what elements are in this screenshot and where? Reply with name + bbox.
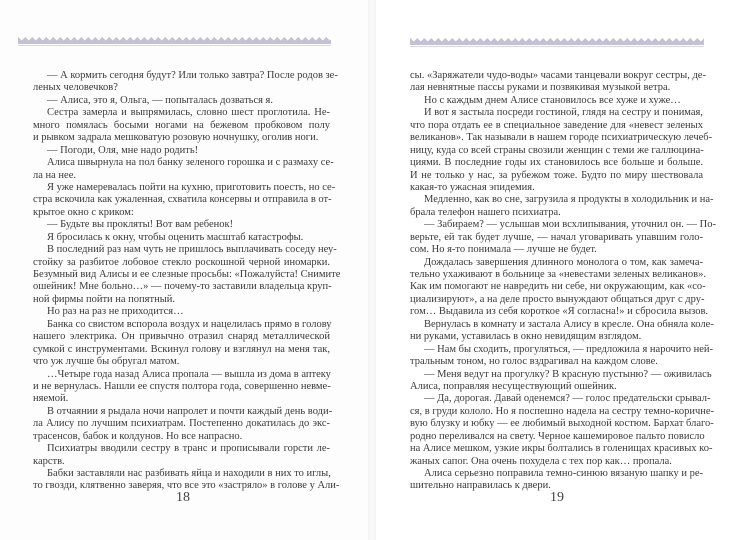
text-line: Вернулась в комнату и застала Алису в кресле. Она обняла коле- (424, 318, 714, 330)
text-line: Алиса швырнула на пол банку зеленого горошка и с размаху се- (47, 157, 334, 169)
text-line: И вот я застыла посреди гостиной, глядя на сестру и понимая, (424, 107, 703, 119)
text-line: — Да, дорогая. Давай оденемся? — голос предательски срывал- (424, 393, 711, 405)
text-line: Но раз на раз не приходится… (47, 306, 184, 318)
text-line: ницу, куда со всей страны свозили женщин с теми же галлюцина- (410, 144, 704, 156)
book-gutter (368, 0, 376, 540)
text-line: вую блузку и юбку — ее любимый выходной костюм. Бархат благо- (410, 418, 714, 430)
text-line: сы. «Заряжатели чудо-воды» часами танцевали вокруг сестры, де- (410, 70, 706, 81)
text-line: брала телефон нашего психиатра. (410, 206, 561, 218)
text-line: стра вскочила как ужаленная, схватила консервы и отправила в от- (33, 194, 332, 206)
text-line: какая-то ужасная эпидемия. (410, 181, 535, 193)
text-line: тельно ухаживают в больнице за «невестами зеленых великанов». (410, 269, 706, 280)
text-line: — Погоди, Оля, мне надо родить! (47, 144, 199, 156)
text-line: няемой. (33, 393, 69, 405)
text-line: сом. Но я-то понимала — лучше не будет. (410, 244, 597, 256)
text-line: ла на нее. (33, 169, 76, 181)
text-line: тральным тоном, но голос вздрагивал на каждом слове. (410, 356, 658, 368)
text-line: Безумный вид Алисы и ее слезные просьбы: «Пожалуйста! Снимите (33, 269, 341, 280)
text-line: гом… Выдавила из себя короткое «Я согласна!» и сбросила вызов. (410, 306, 709, 318)
text-line: крытое окно с криком: (33, 206, 134, 218)
text-line: нашего электрика. Он привычно отразил снаряд металлической (33, 331, 330, 343)
text-line: Бабки заставляли нас разбивать яйца и находили в них то иглы, (47, 468, 331, 479)
text-line: ошейник! Мне больно…» — почему-то заставили владельца круп- (33, 281, 332, 293)
text-line: циями. В последние годы их становилось все больше и больше. (410, 157, 703, 169)
text-line: — Алиса, это я, Ольга, — попыталась дозваться я. (47, 94, 274, 106)
text-line: …Четыре года назад Алиса пропала — вышла из дома в аптеку (47, 368, 331, 380)
text-line: ся, в груди кололо. Но я поспешно надела на сестру темно-коричне- (410, 405, 715, 417)
text-line: Я уже намеревалась пойти на кухню, приготовить поесть, но се- (47, 181, 336, 193)
text-line: родно переливался на свету. Черное кашемировое пальто повисло (410, 430, 705, 442)
text-line: Банка со свистом вспорола воздух и нацелилась прямо в голову (47, 318, 332, 330)
text-line: ной фирмы пойти на попятный. (33, 293, 176, 305)
text-line: И не только у нас, за рубежом тоже. Будто по миру шествовала (410, 169, 703, 181)
page-number: 18 (176, 490, 190, 505)
text-line: стойку за разбитое лобовое стекло роскошной черной иномарки. (33, 256, 330, 268)
text-line: — Нам бы сходить, прогуляться, — предложила я нарочито ней- (424, 343, 714, 355)
header-ornament (18, 37, 331, 46)
text-line: карств. (33, 455, 65, 467)
text-line: то гвозди, клятвенно заверяя, что все это «застряло» в голове у Али- (33, 480, 340, 492)
text-line: Дождалась завершения длинного монолога о том, как замеча- (424, 256, 703, 268)
text-line: леных человечков? (33, 82, 118, 94)
text-line: Медленно, как во сне, загрузила я продукты в холодильник и на- (424, 194, 714, 206)
page-text (410, 70, 716, 493)
text-line: лая невнятные пассы руками и позвякивая музыкой ветра. (410, 82, 671, 94)
text-line: ни руками, уставилась в окно невидящим взглядом. (410, 331, 642, 343)
text-line: что пора отдать ее в специальное заведение для «невест зеленых (410, 119, 703, 131)
text-line: трасенсов, бабок и колдунов. Но все напрасно. (33, 430, 243, 442)
text-line: ла Алису по лучшим психиатрам. Постепенно докатилась до экс- (33, 418, 330, 430)
text-line: Но с каждым днем Алисе становилось все хуже и хуже… (424, 94, 681, 106)
text-line: сумкой с инструментами. Вскинул голову и взглянул на меня так, (33, 343, 330, 355)
page-number: 19 (550, 490, 564, 505)
header-ornament (410, 38, 704, 47)
text-line: Психиатры вводили сестру в транс и прописывали горсти ле- (47, 443, 330, 455)
text-line: что уж лучше бы обругал матом. (33, 356, 180, 368)
text-line: и не вернулась. Нашли ее спустя полтора года, совершенно невме- (33, 380, 331, 392)
text-line: — Забираем? — услышав мои всхлипывания, уточнил он. — По- (424, 219, 716, 231)
text-line: великанов». Так называли в нашем городе психиатрическую лечеб- (410, 132, 713, 144)
text-line: жаных сапог. Она очень похудела с тех пор как… пропала. (410, 455, 672, 467)
text-line: В последний раз нам чуть не пришлось выплачивать соседу неу- (47, 244, 337, 256)
text-line: Как им помогают не навредить ни себе, ни окружающим, как «со- (410, 281, 706, 293)
text-line: Я бросилась к окну, чтобы оценить масштаб катастрофы. (47, 231, 304, 243)
text-line: верьте, ей так будет лучше, — начал уговаривать упавшим голо- (410, 231, 703, 243)
text-line: циализируют», а на деле просто вынуждают общаться друг с дру- (410, 293, 705, 305)
text-line: много помялась босыми ногами на бежевом пробковом полу (33, 119, 330, 131)
text-line: В отчаянии я рыдала ночи напролет и почти каждый день води- (47, 405, 333, 417)
text-line: Алиса, поправляя несуществующий ошейник. (410, 380, 617, 392)
text-line: — А кормить сегодня будут? Или только завтра? После родов зе- (47, 70, 338, 81)
text-line: и рывком задрала мешковатую розовую ночнушку, оголив ноги. (33, 132, 319, 144)
text-line: — Меня ведут на прогулку? В красную пустыню? — оживилась (424, 368, 712, 380)
page-text (33, 70, 341, 493)
text-line: на Алисе мешком, узкие икры болтались в голенищах красивых ко- (410, 443, 713, 455)
text-line: Алиса серьезно поправила темно-синюю вязаную шапку и ре- (424, 468, 703, 479)
text-line: — Будьте вы прокляты! Вот вам ребенок! (47, 219, 234, 231)
text-line: Сестра замерла и выпрямилась, словно шест проглотила. Не- (47, 107, 330, 119)
text-line: шительно направилась к двери. (410, 480, 551, 492)
right-page (372, 0, 734, 540)
